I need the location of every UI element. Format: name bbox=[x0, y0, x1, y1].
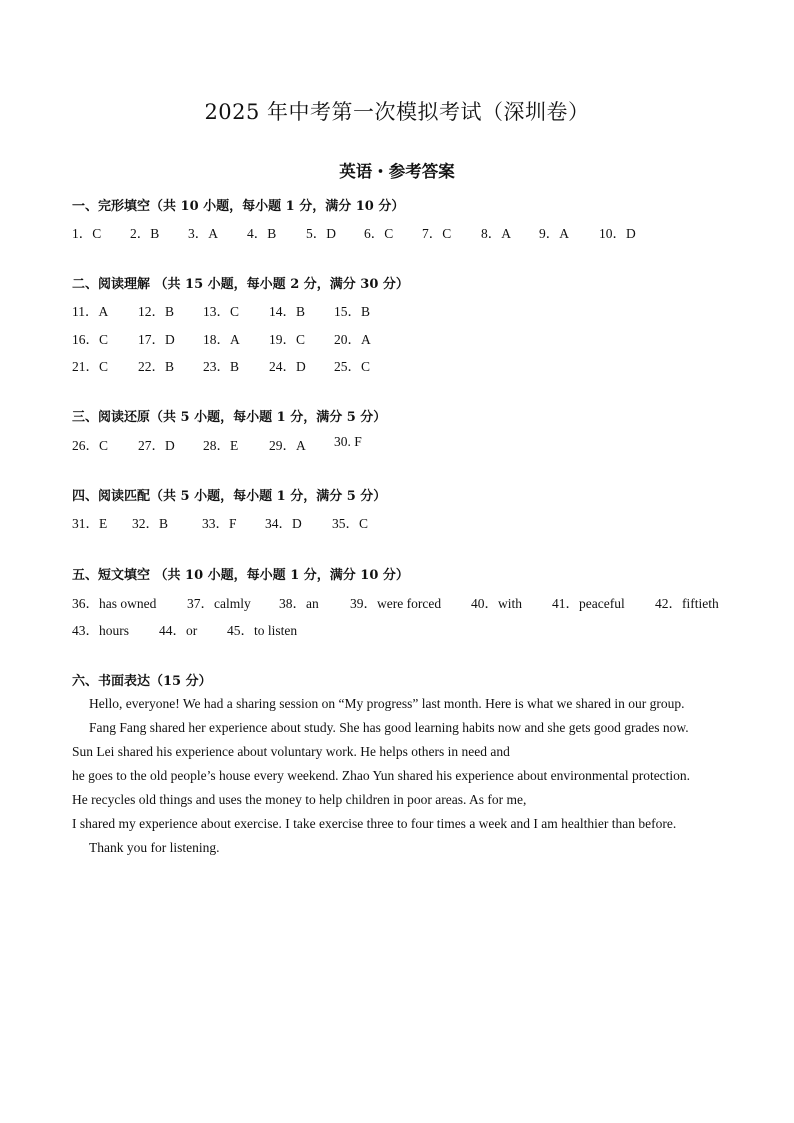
essay-line: Hello, everyone! We had a sharing session on “My progress” last month. Here is what we shared in our group. bbox=[89, 696, 685, 711]
answer-item: 14．B bbox=[269, 304, 306, 319]
answer-item: 26．C bbox=[72, 438, 109, 453]
answer-item: 28．E bbox=[203, 438, 239, 453]
answer-item: 12．B bbox=[138, 304, 175, 319]
answer-item: 37．calmly bbox=[187, 596, 251, 611]
section-heading-cloze: 一、完形填空（共 10 小题，每小题 1 分，满分 10 分） bbox=[72, 199, 405, 214]
answer-item: 3．A bbox=[188, 226, 218, 241]
answer-item: 24．D bbox=[269, 359, 306, 374]
answer-item: 17．D bbox=[138, 332, 175, 347]
answer-item: 8．A bbox=[481, 226, 511, 241]
answer-item: 25．C bbox=[334, 359, 371, 374]
page-subtitle: 英语・参考答案 bbox=[339, 162, 455, 181]
section-heading-fill-in: 五、短文填空 （共 10 小题，每小题 1 分，满分 10 分） bbox=[72, 568, 409, 583]
answer-item: 16．C bbox=[72, 332, 109, 347]
essay-line: He recycles old things and uses the money to help children in poor areas. As for me, bbox=[72, 792, 527, 807]
answer-item: 32．B bbox=[132, 516, 169, 531]
essay-line: he goes to the old people’s house every weekend. Zhao Yun shared his experience about environmental protection. bbox=[72, 768, 691, 783]
essay-line: I shared my experience about exercise. I take exercise three to four times a week and I am healthier than before. bbox=[72, 816, 677, 831]
section-heading-reading: 二、阅读理解 （共 15 小题，每小题 2 分，满分 30 分） bbox=[72, 277, 409, 292]
answer-item: 18．A bbox=[203, 332, 240, 347]
answer-item: 40．with bbox=[471, 596, 523, 611]
essay-line: Sun Lei shared his experience about voluntary work. He helps others in need and bbox=[72, 744, 510, 759]
answer-item: 7．C bbox=[422, 226, 452, 241]
answer-item: 22．B bbox=[138, 359, 175, 374]
section-heading-matching: 四、阅读匹配（共 5 小题，每小题 1 分，满分 5 分） bbox=[72, 489, 387, 504]
answer-item: 39．were forced bbox=[350, 596, 442, 611]
section-heading-sentence-completion: 三、阅读还原（共 5 小题，每小题 1 分，满分 5 分） bbox=[72, 410, 387, 425]
answer-item: 1．C bbox=[72, 226, 102, 241]
answer-item: 30. F bbox=[334, 434, 362, 449]
answer-item: 41．peaceful bbox=[552, 596, 625, 611]
answer-item: 19．C bbox=[269, 332, 306, 347]
answer-item: 21．C bbox=[72, 359, 109, 374]
answer-item: 5．D bbox=[306, 226, 336, 241]
answer-item: 27．D bbox=[138, 438, 175, 453]
answer-item: 34．D bbox=[265, 516, 302, 531]
answer-item: 44．or bbox=[159, 623, 198, 638]
answer-item: 4．B bbox=[247, 226, 277, 241]
essay-line: Fang Fang shared her experience about study. She has good learning habits now and she gets good grades now. bbox=[89, 720, 689, 735]
answer-item: 35．C bbox=[332, 516, 369, 531]
answer-item: 20．A bbox=[334, 332, 371, 347]
answer-item: 6．C bbox=[364, 226, 394, 241]
answer-item: 9．A bbox=[539, 226, 569, 241]
essay-line: Thank you for listening. bbox=[89, 840, 220, 855]
answer-item: 13．C bbox=[203, 304, 240, 319]
answer-item: 15．B bbox=[334, 304, 371, 319]
answer-item: 45．to listen bbox=[227, 623, 298, 638]
page-title: 2025 年中考第一次模拟考试（深圳卷） bbox=[204, 100, 590, 124]
answer-item: 42．fiftieth bbox=[655, 596, 719, 611]
answer-item: 23．B bbox=[203, 359, 240, 374]
answer-item: 11．A bbox=[72, 304, 109, 319]
answer-item: 36．has owned bbox=[72, 596, 157, 611]
answer-item: 29．A bbox=[269, 438, 306, 453]
answer-item: 31．E bbox=[72, 516, 108, 531]
answer-item: 10．D bbox=[599, 226, 636, 241]
answer-item: 38．an bbox=[279, 596, 319, 611]
answer-item: 2．B bbox=[130, 226, 160, 241]
answer-item: 43．hours bbox=[72, 623, 129, 638]
answer-item: 33．F bbox=[202, 516, 237, 531]
section-heading-writing: 六、书面表达（15 分） bbox=[72, 674, 212, 689]
